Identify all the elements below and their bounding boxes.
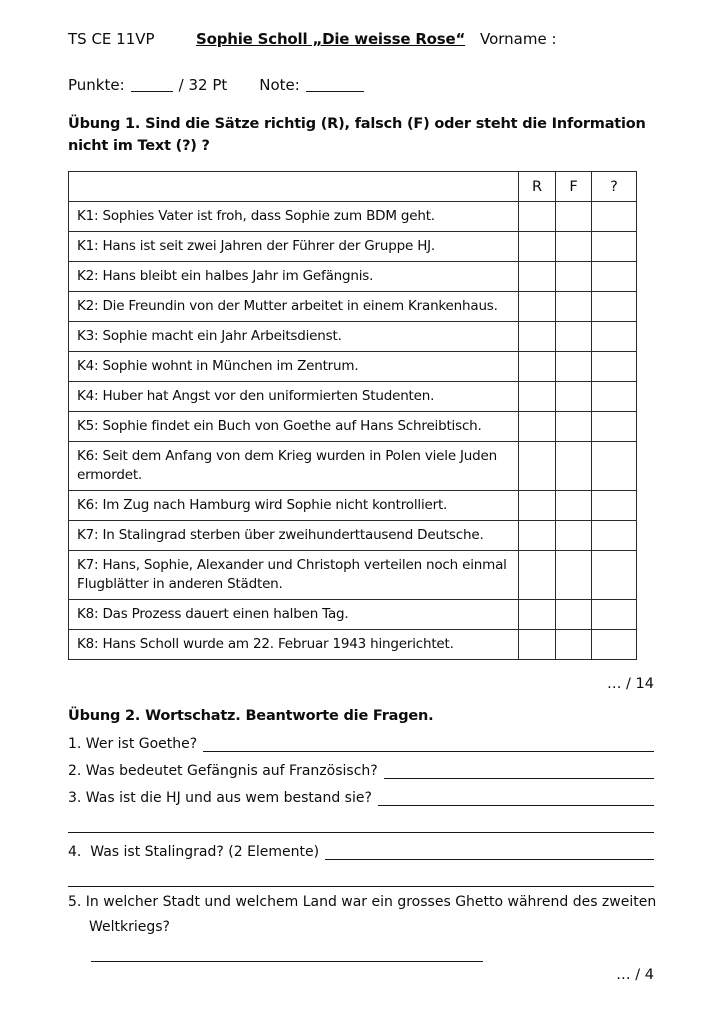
question-line bbox=[68, 727, 654, 754]
question-line bbox=[68, 835, 654, 862]
answer-cell-f bbox=[556, 382, 592, 412]
answer-cell-f bbox=[556, 202, 592, 232]
column-header-f: F bbox=[556, 172, 592, 202]
answer-cell-r bbox=[519, 630, 556, 660]
answer-blank bbox=[325, 859, 654, 860]
answer-cell-r bbox=[519, 412, 556, 442]
punkte-label: Punkte: bbox=[68, 76, 125, 94]
answer-cell-f bbox=[556, 551, 592, 600]
course-code: TS CE 11VP bbox=[68, 30, 155, 48]
answer-line-indented bbox=[91, 940, 483, 962]
answer-cell-question bbox=[592, 551, 637, 600]
statement-cell: K1: Hans ist seit zwei Jahren der Führer der Gruppe HJ. bbox=[69, 232, 519, 262]
points-line bbox=[68, 73, 654, 94]
answer-cell-question bbox=[592, 412, 637, 442]
header bbox=[68, 30, 654, 52]
answer-cell-question bbox=[592, 232, 637, 262]
table-row bbox=[69, 322, 637, 352]
answer-cell-question bbox=[592, 322, 637, 352]
answer-cell-question bbox=[592, 630, 637, 660]
statement-cell: K5: Sophie findet ein Buch von Goethe auf Hans Schreibtisch. bbox=[69, 412, 519, 442]
answer-cell-question bbox=[592, 521, 637, 551]
column-header-question: ? bbox=[592, 172, 637, 202]
answer-blank bbox=[378, 805, 654, 806]
statement-cell: K6: Seit dem Anfang von dem Krieg wurden in Polen viele Juden ermordet. bbox=[69, 442, 519, 491]
punkte-total: / 32 Pt bbox=[178, 76, 228, 94]
answer-line-full bbox=[68, 808, 654, 833]
answer-cell-r bbox=[519, 600, 556, 630]
answer-cell-f bbox=[556, 352, 592, 382]
table-row bbox=[69, 352, 637, 382]
note-blank bbox=[306, 91, 364, 92]
answer-cell-f bbox=[556, 262, 592, 292]
answer-cell-f bbox=[556, 521, 592, 551]
question-3-text: 3. Was ist die HJ und aus wem bestand sie? bbox=[68, 790, 372, 806]
statement-cell: K3: Sophie macht ein Jahr Arbeitsdienst. bbox=[69, 322, 519, 352]
question-line bbox=[68, 754, 654, 781]
exercise2-score: … / 4 bbox=[616, 967, 654, 983]
punkte-blank bbox=[131, 91, 173, 92]
answer-cell-f bbox=[556, 491, 592, 521]
answer-blank bbox=[203, 751, 654, 752]
statement-cell: K2: Hans bleibt ein halbes Jahr im Gefängnis. bbox=[69, 262, 519, 292]
question-1-text: 1. Wer ist Goethe? bbox=[68, 736, 198, 752]
answer-line-full bbox=[68, 862, 654, 887]
table-row bbox=[69, 491, 637, 521]
table-row bbox=[69, 630, 637, 660]
exercise2-heading: Übung 2. Wortschatz. Beantworte die Fragen. bbox=[68, 708, 434, 724]
statement-cell: K4: Sophie wohnt in München im Zentrum. bbox=[69, 352, 519, 382]
answer-cell-r bbox=[519, 322, 556, 352]
statement-cell: K6: Im Zug nach Hamburg wird Sophie nicht kontrolliert. bbox=[69, 491, 519, 521]
answer-cell-r bbox=[519, 262, 556, 292]
answer-cell-question bbox=[592, 352, 637, 382]
answer-cell-f bbox=[556, 412, 592, 442]
table-row bbox=[69, 232, 637, 262]
answer-cell-question bbox=[592, 202, 637, 232]
answer-cell-f bbox=[556, 232, 592, 262]
answer-cell-r bbox=[519, 352, 556, 382]
answer-cell-r bbox=[519, 551, 556, 600]
answer-cell-f bbox=[556, 630, 592, 660]
answer-cell-question bbox=[592, 600, 637, 630]
exercise1-score: … / 14 bbox=[606, 676, 654, 692]
question-line bbox=[68, 781, 654, 808]
statement-cell: K2: Die Freundin von der Mutter arbeitet in einem Krankenhaus. bbox=[69, 292, 519, 322]
worksheet-title: Sophie Scholl „Die weisse Rose“ bbox=[196, 30, 466, 48]
question-4-text: 4. Was ist Stalingrad? (2 Elemente) bbox=[68, 844, 320, 860]
answer-cell-r bbox=[519, 491, 556, 521]
table-row bbox=[69, 600, 637, 630]
exercise1-heading: Übung 1. Sind die Sätze richtig (R), falsch (F) oder steht die Information nicht im Text (?) ? bbox=[68, 116, 646, 154]
answer-cell-r bbox=[519, 292, 556, 322]
exercise1-table bbox=[68, 171, 637, 660]
table-row bbox=[69, 521, 637, 551]
question-5-text: 5. In welcher Stadt und welchem Land war ein grosses Ghetto während des zweiten Weltkriegs? bbox=[68, 894, 661, 935]
answer-cell-question bbox=[592, 382, 637, 412]
answer-cell-question bbox=[592, 292, 637, 322]
table-row bbox=[69, 412, 637, 442]
table-row bbox=[69, 202, 637, 232]
answer-cell-f bbox=[556, 600, 592, 630]
statement-cell: K1: Sophies Vater ist froh, dass Sophie zum BDM geht. bbox=[69, 202, 519, 232]
answer-cell-r bbox=[519, 521, 556, 551]
answer-cell-r bbox=[519, 442, 556, 491]
answer-cell-question bbox=[592, 491, 637, 521]
column-header-r: R bbox=[519, 172, 556, 202]
table-row bbox=[69, 262, 637, 292]
answer-cell-f bbox=[556, 322, 592, 352]
vorname-label: Vorname : bbox=[480, 30, 557, 48]
note-label: Note: bbox=[259, 76, 300, 94]
table-row bbox=[69, 292, 637, 322]
question-2-text: 2. Was bedeutet Gefängnis auf Französisch? bbox=[68, 763, 378, 779]
statement-cell: K4: Huber hat Angst vor den uniformierten Studenten. bbox=[69, 382, 519, 412]
table-row bbox=[69, 551, 637, 600]
statement-cell: K7: In Stalingrad sterben über zweihunderttausend Deutsche. bbox=[69, 521, 519, 551]
statement-cell: K8: Das Prozess dauert einen halben Tag. bbox=[69, 600, 519, 630]
statement-cell: K8: Hans Scholl wurde am 22. Februar 1943 hingerichtet. bbox=[69, 630, 519, 660]
answer-cell-r bbox=[519, 382, 556, 412]
answer-blank bbox=[384, 778, 654, 779]
answer-cell-f bbox=[556, 442, 592, 491]
table-row bbox=[69, 382, 637, 412]
answer-cell-r bbox=[519, 232, 556, 262]
statement-cell: K7: Hans, Sophie, Alexander und Christoph verteilen noch einmal Flugblätter in anderen Städten. bbox=[69, 551, 519, 600]
statement-header-cell bbox=[69, 172, 519, 202]
answer-cell-question bbox=[592, 262, 637, 292]
table-header-row bbox=[69, 172, 637, 202]
answer-cell-f bbox=[556, 292, 592, 322]
answer-cell-question bbox=[592, 442, 637, 491]
table-row bbox=[69, 442, 637, 491]
answer-cell-r bbox=[519, 202, 556, 232]
